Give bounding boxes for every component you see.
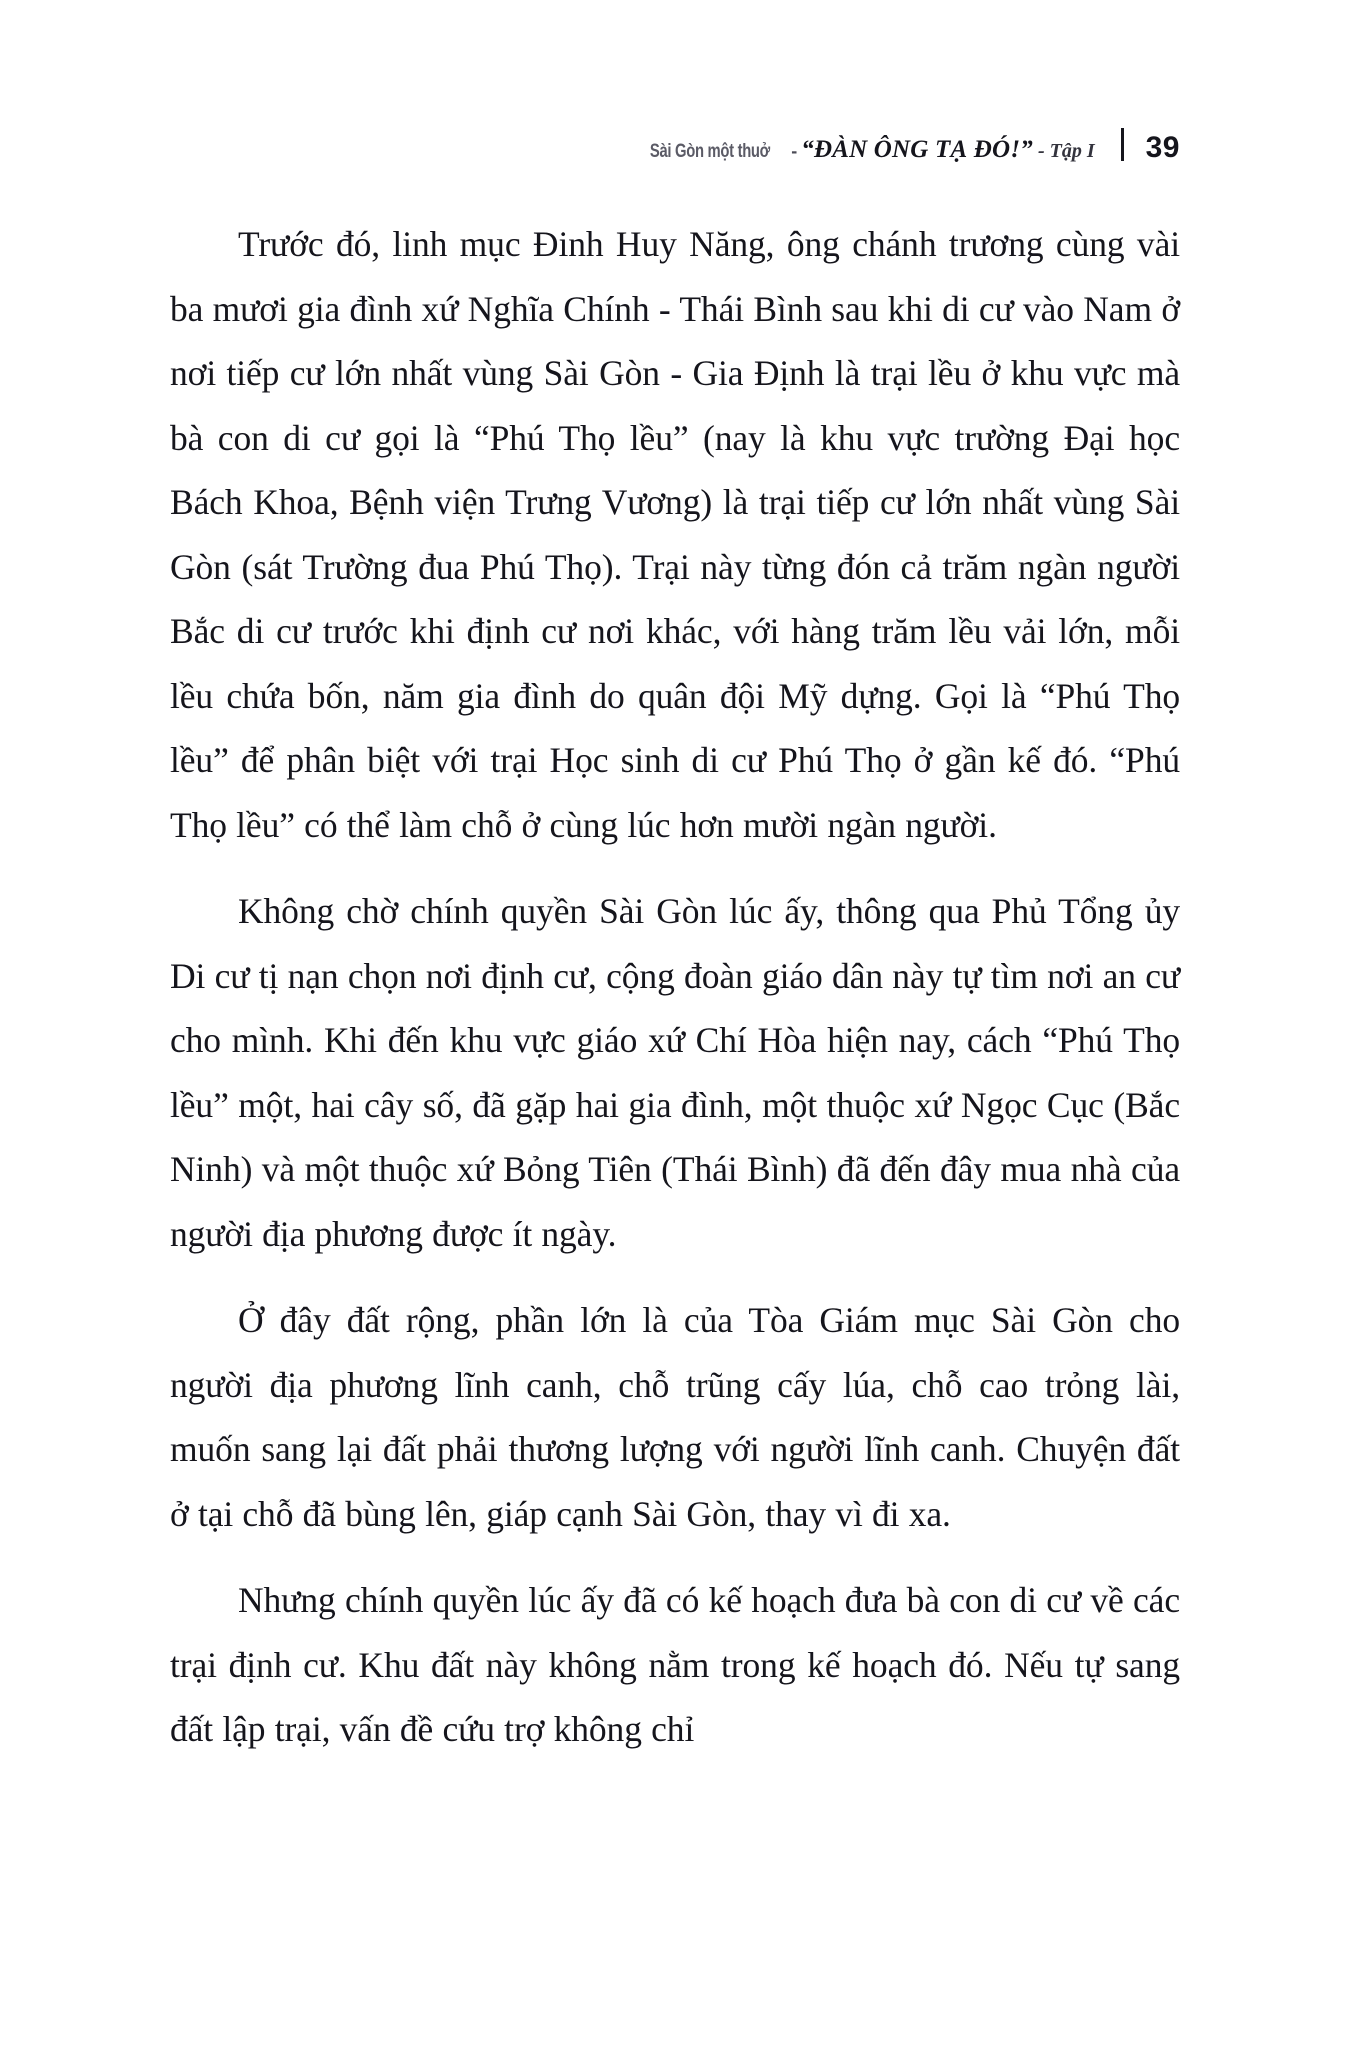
body-paragraph: Trước đó, linh mục Đinh Huy Năng, ông chánh trương cùng vài ba mươi gia đình xứ Nghĩa Chính - Thái Bình sau khi di cư vào Nam ở nơi tiếp cư lớn nhất vùng Sài Gòn - Gia Định là trại lều ở khu vực mà bà con di cư gọi là “Phú Thọ lều” (nay là khu vực trường Đại học Bách Khoa, Bệnh viện Trưng Vương) là trại tiếp cư lớn nhất vùng Sài Gòn (sát Trường đua Phú Thọ). Trại này từng đón cả trăm ngàn người Bắc di cư trước khi định cư nơi khác, với hàng trăm lều vải lớn, mỗi lều chứa bốn, năm gia đình do quân đội Mỹ dựng. Gọi là “Phú Thọ lều” để phân biệt với trại Học sinh di cư Phú Thọ ở gần kế đó. “Phú Thọ lều” có thể làm chỗ ở cùng lúc hơn mười ngàn người. — [170, 224, 1180, 845]
body-text-block — [170, 212, 1180, 1762]
running-head — [170, 124, 1180, 164]
running-head-chapter-title: “ĐÀN ÔNG TẠ ĐÓ!” — [801, 136, 1033, 163]
body-paragraph: Nhưng chính quyền lúc ấy đã có kế hoạch đưa bà con di cư về các trại định cư. Khu đất này không nằm trong kế hoạch đó. Nếu tự sang đất lập trại, vấn đề cứu trợ không chỉ — [170, 1580, 1180, 1749]
running-head-volume: - Tập I — [1037, 140, 1095, 162]
running-head-separator: - — [791, 141, 798, 161]
running-head-book-title: Sài Gòn một thuở — [650, 141, 771, 162]
body-paragraph: Ở đây đất rộng, phần lớn là của Tòa Giám mục Sài Gòn cho người địa phương lĩnh canh, chỗ trũng cấy lúa, chỗ cao trỏng lài, muốn sang lại đất phải thương lượng với người lĩnh canh. Chuyện đất ở tại chỗ đã bùng lên, giáp cạnh Sài Gòn, thay vì đi xa. — [170, 1300, 1180, 1534]
running-head-divider — [1121, 128, 1124, 161]
body-paragraph: Không chờ chính quyền Sài Gòn lúc ấy, thông qua Phủ Tổng ủy Di cư tị nạn chọn nơi định cư, cộng đoàn giáo dân này tự tìm nơi an cư cho mình. Khi đến khu vực giáo xứ Chí Hòa hiện nay, cách “Phú Thọ lều” một, hai cây số, đã gặp hai gia đình, một thuộc xứ Ngọc Cục (Bắc Ninh) và một thuộc xứ Bỏng Tiên (Thái Bình) đã đến đây mua nhà của người địa phương được ít ngày. — [170, 891, 1180, 1254]
page-number: 39 — [1145, 131, 1180, 164]
